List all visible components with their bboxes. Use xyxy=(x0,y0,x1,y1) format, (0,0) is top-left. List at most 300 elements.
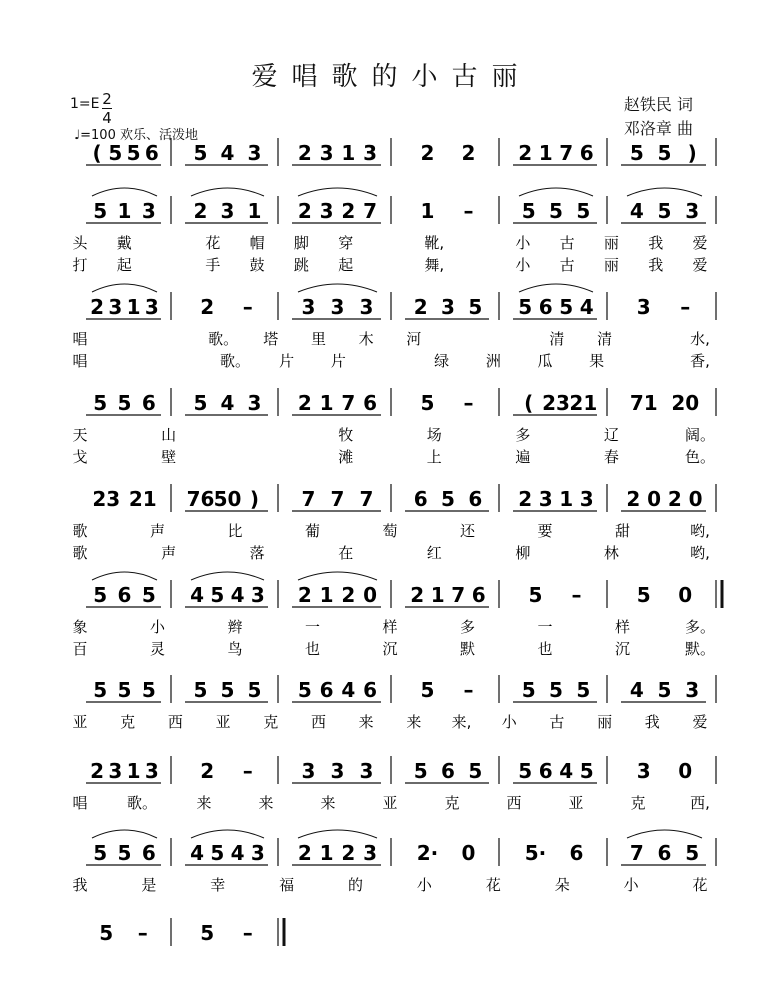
lyric-syllable: 河 xyxy=(406,330,422,348)
lyric-syllable: 亚 xyxy=(72,713,88,731)
lyric-syllable: 克 xyxy=(630,794,646,812)
note: 5 xyxy=(657,141,672,165)
note: – xyxy=(242,295,253,319)
lyric-syllable: 场 xyxy=(426,426,442,444)
lyric-syllable: 丽 xyxy=(603,256,619,274)
note: 5 xyxy=(126,141,141,165)
note: 2 xyxy=(297,583,312,607)
slur-arc xyxy=(92,572,157,580)
note: 3 xyxy=(579,487,594,511)
note: 3 xyxy=(363,141,378,165)
note: 5 xyxy=(220,678,235,702)
note: 4 xyxy=(629,678,644,702)
note: 3 xyxy=(330,295,345,319)
slur-arc xyxy=(298,830,377,838)
note: 3 xyxy=(636,295,651,319)
lyric-syllable: 片 xyxy=(330,352,346,370)
note: 1 xyxy=(319,391,334,415)
note: – xyxy=(463,678,474,702)
note: 5· xyxy=(524,841,547,865)
note: 23 xyxy=(92,487,121,511)
lyric-syllable: 鸟 xyxy=(227,640,243,658)
note: 2 xyxy=(90,759,105,783)
note: 6 xyxy=(441,759,455,783)
lyric-syllable: 来 xyxy=(406,713,422,731)
note: 3 xyxy=(220,199,235,223)
lyric-syllable: 果 xyxy=(589,352,605,370)
note: 5 xyxy=(93,199,108,223)
lyric-syllable: 阔。 xyxy=(684,426,716,444)
note: – xyxy=(242,921,253,945)
lyric-syllable: 多 xyxy=(515,426,531,444)
note: 4 xyxy=(341,678,356,702)
lyric-syllable: 亚 xyxy=(215,713,231,731)
lyric-syllable: 样 xyxy=(614,618,631,636)
lyric-syllable: 西 xyxy=(310,713,326,731)
lyric-syllable: 来 xyxy=(358,713,374,731)
note: 6 xyxy=(363,678,378,702)
song-title: 爱唱歌的小古丽 xyxy=(251,62,532,92)
lyric-syllable: 爱 xyxy=(692,713,708,731)
note: 2 xyxy=(297,199,312,223)
lyric-syllable: 来 xyxy=(196,794,212,812)
lyric-syllable: 要 xyxy=(537,522,553,540)
note: 5 xyxy=(420,391,435,415)
lyric-syllable: 样 xyxy=(382,618,398,636)
lyric-syllable: 壁 xyxy=(161,448,177,466)
slur-arc xyxy=(92,830,157,838)
lyric-syllable: 我 xyxy=(648,256,664,274)
note: 7 xyxy=(629,841,644,865)
note: 2 xyxy=(341,583,356,607)
note: – xyxy=(137,921,148,945)
note: 5 xyxy=(559,295,574,319)
lyric-syllable: 比 xyxy=(227,522,243,540)
note: 2 xyxy=(341,841,356,865)
note: 3 xyxy=(685,678,700,702)
lyric-syllable: 手 xyxy=(205,256,221,274)
note: 3 xyxy=(359,295,374,319)
lyric-syllable: 甜 xyxy=(614,522,631,540)
note: 4 xyxy=(629,199,644,223)
lyric-syllable: 来 xyxy=(320,794,336,812)
lyric-syllable: 来 xyxy=(258,794,274,812)
lyric-syllable: 红 xyxy=(426,544,442,562)
note: 5 xyxy=(521,199,536,223)
note: 5 xyxy=(576,678,591,702)
note: 5 xyxy=(93,391,108,415)
slur-arc xyxy=(191,188,264,196)
note: 2 xyxy=(626,487,641,511)
note: – xyxy=(463,391,474,415)
note: 5 xyxy=(518,759,533,783)
lyric-syllable: 牧 xyxy=(338,426,354,444)
lyric-syllable: 克 xyxy=(120,713,136,731)
lyric-syllable: 灵 xyxy=(149,640,166,658)
note: 21 xyxy=(569,391,598,415)
lyric-syllable: 小 xyxy=(623,876,639,894)
lyric-syllable: 爱 xyxy=(692,234,708,252)
note: 5 xyxy=(636,583,651,607)
lyric-syllable: 花 xyxy=(692,876,708,894)
note: 3 xyxy=(108,295,123,319)
note: 1 xyxy=(341,141,356,165)
note: 5 xyxy=(518,295,533,319)
note: 7 xyxy=(330,487,345,511)
note: 1 xyxy=(117,199,132,223)
note: 5 xyxy=(108,141,123,165)
lyric-syllable: 唱 xyxy=(72,330,88,348)
note: 1 xyxy=(126,759,141,783)
lyric-syllable: 多。 xyxy=(684,618,716,636)
lyric-syllable: 克 xyxy=(444,794,460,812)
lyric-syllable: 落 xyxy=(249,544,265,562)
note: ) xyxy=(249,487,260,511)
lyric-syllable: 清 xyxy=(549,330,565,348)
lyric-syllable: 声 xyxy=(149,522,166,540)
note: 7 xyxy=(301,487,316,511)
note: 6 xyxy=(657,841,672,865)
lyric-syllable: 亚 xyxy=(568,794,584,812)
note: 0 xyxy=(647,487,662,511)
note: 2· xyxy=(416,841,439,865)
note: 5 xyxy=(521,678,536,702)
lyric-syllable: 古 xyxy=(559,256,575,274)
lyric-syllable: 戴 xyxy=(116,234,132,252)
note: 1 xyxy=(420,199,435,223)
lyric-syllable: 瓜 xyxy=(537,352,553,370)
lyric-syllable: 西, xyxy=(690,794,710,812)
lyric-syllable: 脚 xyxy=(293,234,309,252)
note: 3 xyxy=(330,759,345,783)
lyric-syllable: 头 xyxy=(72,234,88,252)
note: 3 xyxy=(301,295,316,319)
note: 2 xyxy=(420,141,435,165)
lyric-syllable: 帽 xyxy=(249,234,265,252)
note: 3 xyxy=(250,841,265,865)
note: 6 xyxy=(141,391,156,415)
note: 3 xyxy=(319,199,334,223)
lyric-syllable: 山 xyxy=(161,426,177,444)
lyric-syllable: 绿 xyxy=(434,352,450,370)
note: 21 xyxy=(128,487,157,511)
lyric-syllable: 起 xyxy=(338,256,354,274)
note: ( xyxy=(524,391,534,415)
note: 2 xyxy=(200,295,215,319)
key-signature: 1=E xyxy=(70,96,100,112)
note: 6 xyxy=(144,141,159,165)
note: 0 xyxy=(688,487,703,511)
note: 3 xyxy=(250,583,265,607)
note: 5 xyxy=(193,141,208,165)
lyric-syllable: 哟, xyxy=(690,544,710,562)
lyric-syllable: 天 xyxy=(72,426,88,444)
note: 5 xyxy=(297,678,312,702)
note: 5 xyxy=(549,199,563,223)
lyric-syllable: 穿 xyxy=(338,234,354,252)
lyric-syllable: 也 xyxy=(537,640,553,658)
note: 4 xyxy=(190,583,205,607)
note: ) xyxy=(687,141,697,165)
note: – xyxy=(242,759,253,783)
note: 3 xyxy=(319,141,334,165)
note: 23 xyxy=(542,391,570,415)
lyric-syllable: 鼓 xyxy=(249,256,265,274)
note: 5 xyxy=(93,678,108,702)
note: 5 xyxy=(117,391,132,415)
lyric-syllable: 丽 xyxy=(597,713,613,731)
slur-arc xyxy=(298,188,377,196)
note: 3 xyxy=(359,759,374,783)
note: 0 xyxy=(461,841,476,865)
lyric-syllable: 多 xyxy=(459,618,476,636)
lyric-syllable: 来, xyxy=(451,713,472,731)
note: 2 xyxy=(297,841,312,865)
note: 20 xyxy=(671,391,700,415)
note: 3 xyxy=(538,487,553,511)
lyric-syllable: 里 xyxy=(310,330,326,348)
note: 5 xyxy=(141,583,156,607)
lyric-syllable: 起 xyxy=(116,256,132,274)
note: 5 xyxy=(93,583,108,607)
note: 0 xyxy=(678,583,693,607)
note: 3 xyxy=(108,759,123,783)
note: 50 xyxy=(213,487,242,511)
note: 5 xyxy=(685,841,700,865)
note: 2 xyxy=(90,295,105,319)
note: 0 xyxy=(363,583,378,607)
note: 2 xyxy=(200,759,215,783)
tempo-marking: ♩=100 欢乐、活泼地 xyxy=(74,128,198,143)
note: 2 xyxy=(413,295,428,319)
note: 5 xyxy=(200,921,215,945)
note: 3 xyxy=(144,295,159,319)
note: 5 xyxy=(468,759,483,783)
lyric-syllable: 我 xyxy=(648,234,664,252)
lyric-syllable: 唱 xyxy=(72,794,88,812)
note: 6 xyxy=(413,487,428,511)
note: 5 xyxy=(247,678,262,702)
lyric-syllable: 小 xyxy=(515,234,531,252)
slur-arc xyxy=(298,572,377,580)
note: 1 xyxy=(247,199,262,223)
note: 5 xyxy=(193,391,208,415)
slur-arc xyxy=(191,572,264,580)
note: 5 xyxy=(117,678,132,702)
lyric-syllable: 清 xyxy=(597,330,613,348)
note: 2 xyxy=(341,199,356,223)
lyric-syllable: 古 xyxy=(559,234,575,252)
lyric-syllable: 一 xyxy=(537,618,553,636)
lyric-syllable: 柳 xyxy=(515,544,531,562)
lyric-syllable: 声 xyxy=(161,544,177,562)
lyric-syllable: 唱 xyxy=(72,352,88,370)
lyric-syllable: 小 xyxy=(501,713,517,731)
note: 6 xyxy=(319,678,334,702)
note: 6 xyxy=(538,295,553,319)
lyric-syllable: 一 xyxy=(304,618,321,636)
lyric-syllable: 葡 xyxy=(304,522,321,540)
lyric-syllable: 在 xyxy=(338,544,354,562)
lyric-syllable: 歌 xyxy=(72,522,88,540)
lyric-syllable: 滩 xyxy=(338,448,354,466)
note: 5 xyxy=(657,199,672,223)
note: 4 xyxy=(190,841,205,865)
lyric-syllable: 靴, xyxy=(424,234,445,252)
lyric-syllable: 萄 xyxy=(382,522,398,540)
note: 5 xyxy=(579,759,594,783)
note: 4 xyxy=(230,583,245,607)
note: ( xyxy=(92,141,102,165)
note: 6 xyxy=(141,841,156,865)
lyric-syllable: 爱 xyxy=(692,256,708,274)
note: 5 xyxy=(549,678,563,702)
time-bottom: 4 xyxy=(102,109,112,127)
lyric-syllable: 幸 xyxy=(210,876,226,894)
note: 7 xyxy=(451,583,466,607)
lyric-syllable: 的 xyxy=(348,876,364,894)
note: 2 xyxy=(518,141,533,165)
lyric-syllable: 色。 xyxy=(684,448,716,466)
lyric-syllable: 上 xyxy=(426,448,442,466)
lyric-syllable: 歌 xyxy=(72,544,88,562)
lyric-syllable: 春 xyxy=(603,448,619,466)
note: 1 xyxy=(538,141,553,165)
note: 3 xyxy=(247,141,262,165)
lyric-syllable: 默 xyxy=(459,640,476,658)
lyric-syllable: 百 xyxy=(72,640,88,658)
note: 5 xyxy=(413,759,428,783)
lyric-syllable: 沉 xyxy=(614,640,631,658)
note: 5 xyxy=(528,583,543,607)
note: 2 xyxy=(297,391,312,415)
lyric-syllable: 塔 xyxy=(263,330,279,348)
lyric-syllable: 沉 xyxy=(382,640,398,658)
lyric-syllable: 打 xyxy=(72,256,88,274)
lyric-syllable: 朵 xyxy=(554,876,570,894)
note: 5 xyxy=(441,487,455,511)
note: 6 xyxy=(538,759,553,783)
note: 5 xyxy=(657,678,672,702)
note: 6 xyxy=(363,391,378,415)
lyric-syllable: 舞, xyxy=(424,256,445,274)
slur-arc xyxy=(191,830,264,838)
lyric-syllable: 古 xyxy=(549,713,565,731)
time-top: 2 xyxy=(102,90,112,108)
slur-arc xyxy=(627,188,702,196)
lyricist-credit: 赵铁民 词 xyxy=(623,95,693,114)
note: 6 xyxy=(569,841,584,865)
lyric-syllable: 跳 xyxy=(293,256,309,274)
slur-arc xyxy=(519,284,593,292)
note: 4 xyxy=(579,295,594,319)
note: 76 xyxy=(186,487,215,511)
lyric-syllable: 木 xyxy=(358,330,374,348)
note: 5 xyxy=(420,678,435,702)
lyric-syllable: 歌。 xyxy=(126,794,158,812)
lyric-syllable: 林 xyxy=(603,544,619,562)
note: 6 xyxy=(579,141,594,165)
note: 5 xyxy=(99,921,114,945)
note: 7 xyxy=(559,141,574,165)
note: 2 xyxy=(410,583,425,607)
lyric-syllable: 克 xyxy=(263,713,279,731)
note: 3 xyxy=(301,759,316,783)
lyric-syllable: 哟, xyxy=(690,522,710,540)
note: 71 xyxy=(629,391,658,415)
note: 2 xyxy=(193,199,208,223)
note: 3 xyxy=(141,199,156,223)
note: 5 xyxy=(210,841,225,865)
note: 4 xyxy=(220,141,235,165)
note: 1 xyxy=(319,841,334,865)
lyric-syllable: 水, xyxy=(690,330,710,348)
lyric-syllable: 片 xyxy=(279,352,295,370)
note: – xyxy=(571,583,582,607)
composer-credit: 邓洛章 曲 xyxy=(623,119,693,138)
note: 5 xyxy=(210,583,225,607)
note: 7 xyxy=(341,391,356,415)
slur-arc xyxy=(298,284,377,292)
note: 1 xyxy=(319,583,334,607)
slur-arc xyxy=(627,830,702,838)
lyric-syllable: 西 xyxy=(167,713,183,731)
note: 7 xyxy=(363,199,378,223)
note: 3 xyxy=(441,295,455,319)
lyric-syllable: 歌。 xyxy=(208,330,239,348)
note: 5 xyxy=(468,295,483,319)
lyric-syllable: 亚 xyxy=(382,794,398,812)
slur-arc xyxy=(519,188,593,196)
lyric-syllable: 象 xyxy=(72,618,88,636)
note: 4 xyxy=(230,841,245,865)
note: 6 xyxy=(471,583,486,607)
note: 3 xyxy=(144,759,159,783)
note: 3 xyxy=(247,391,262,415)
note: 6 xyxy=(468,487,483,511)
lyric-syllable: 花 xyxy=(205,234,221,252)
note: 3 xyxy=(636,759,651,783)
note: 4 xyxy=(220,391,235,415)
note: 5 xyxy=(117,841,132,865)
note: 4 xyxy=(559,759,574,783)
note: 2 xyxy=(461,141,476,165)
lyric-syllable: 也 xyxy=(304,640,321,658)
lyric-syllable: 洲 xyxy=(485,352,501,370)
note: 1 xyxy=(126,295,141,319)
lyric-syllable: 西 xyxy=(506,794,522,812)
lyric-syllable: 遍 xyxy=(515,448,531,466)
lyric-syllable: 还 xyxy=(459,522,476,540)
lyric-syllable: 花 xyxy=(485,876,501,894)
note: 3 xyxy=(685,199,700,223)
note: 6 xyxy=(117,583,132,607)
note: 1 xyxy=(430,583,445,607)
note: – xyxy=(680,295,691,319)
note: 5 xyxy=(629,141,644,165)
lyric-syllable: 是 xyxy=(141,876,157,894)
note: 0 xyxy=(678,759,693,783)
note: 5 xyxy=(93,841,108,865)
note: 2 xyxy=(667,487,682,511)
lyric-syllable: 小 xyxy=(515,256,531,274)
lyric-syllable: 歌。 xyxy=(219,352,251,370)
lyric-syllable: 香, xyxy=(690,352,710,370)
lyric-syllable: 小 xyxy=(416,876,432,894)
lyric-syllable: 小 xyxy=(149,618,166,636)
note: – xyxy=(463,199,474,223)
note: 7 xyxy=(359,487,374,511)
